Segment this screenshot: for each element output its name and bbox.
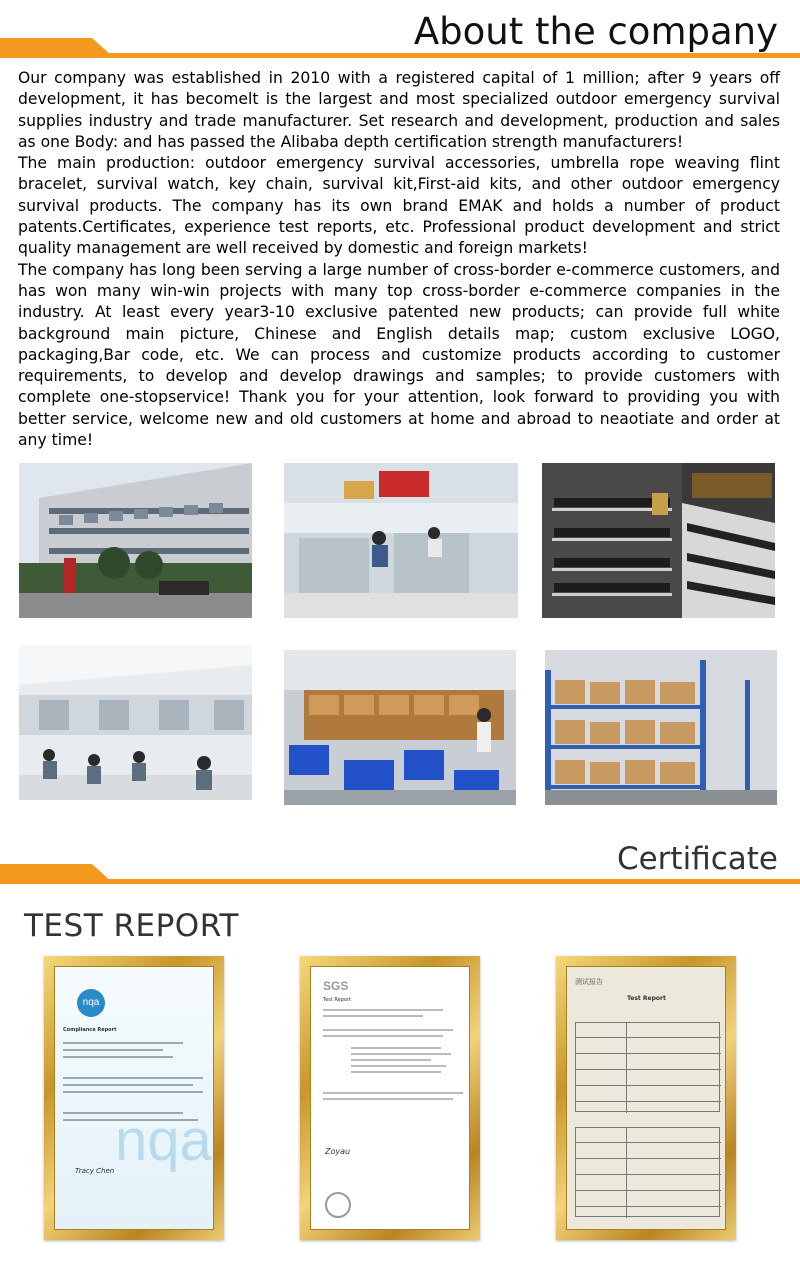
certificate-document — [54, 966, 214, 1230]
certificate-logo: 测试报告 — [575, 978, 603, 986]
certificate-frame-2 — [300, 956, 480, 1240]
certificate-frame-1 — [44, 956, 224, 1240]
office-photo — [284, 463, 518, 618]
about-text — [18, 68, 780, 451]
factory-building-photo — [19, 463, 252, 618]
certificate-signature: Zoyau — [325, 1147, 351, 1156]
test-report-heading: TEST REPORT — [24, 908, 239, 944]
certificate-header: Test Report — [323, 997, 352, 1003]
certificate-header: Compliance Report — [63, 1027, 117, 1033]
banner-line — [0, 879, 800, 884]
about-paragraph-3: The company has long been serving a large number of cross-border e-commerce customers, and has won many win-win projects with many top cross-border e-commerce companies in the industry. At least every year3-10 exclusive patented new products; can provide full white background main picture, Chinese and English details map; custom exclusive LOGO, packaging,Bar code, etc. We can process and customize products according to customer requirements, to develop and develop drawings and samples; to provide customers with complete one-stopservice! Thank you for your attention, look forward to providing you with better service, welcome new and old customers at home and abroad to neaotiate and order at any time! — [18, 260, 780, 450]
about-banner — [0, 0, 800, 70]
banner-line — [0, 53, 800, 58]
nqa-logo: nqa — [77, 989, 105, 1017]
page-title: About the company — [413, 10, 778, 53]
workshop-photo — [19, 645, 252, 800]
certificate-heading: Certificate — [616, 841, 778, 877]
about-paragraph-2: The main production: outdoor emergency survival accessories, umbrella rope weaving flint bracelet, survival watch, key chain, survival kit,First-aid kits, and other outdoor emergency survival products. The company has its own brand EMAK and holds a number of product patents.Certificates, experience test reports, etc. Professional product development and strict quality management are well received by domestic and foreign markets! — [18, 154, 780, 258]
certificate-header: Test Report — [627, 995, 666, 1002]
sgs-stamp — [325, 1192, 351, 1218]
nqa-watermark: nqa — [115, 1108, 212, 1173]
showroom-photo — [542, 463, 775, 618]
certificate-frame-3 — [556, 956, 736, 1240]
packing-area-photo — [284, 650, 516, 805]
warehouse-photo — [545, 650, 777, 805]
about-paragraph-1: Our company was established in 2010 with a registered capital of 1 million; after 9 years off development, it has becomelt is the largest and most specialized outdoor emergency survival supplies industry and trade manufacturer. Set research and development, production and sales as one Body: and has passed the Alibaba depth certification strength manufacturers! — [18, 69, 780, 151]
certificate-document — [310, 966, 470, 1230]
sgs-logo: SGS — [323, 979, 349, 993]
certificate-signature: Tracy Chen — [75, 1167, 115, 1175]
certificate-banner — [0, 838, 800, 898]
certificate-document — [566, 966, 726, 1230]
